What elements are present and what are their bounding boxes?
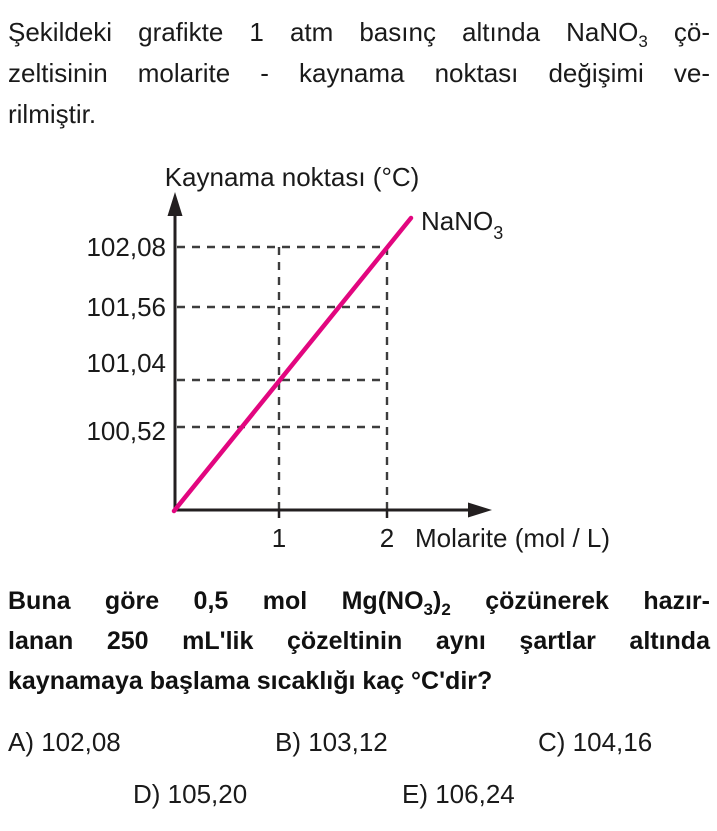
mgno3-subscript-3: 3 bbox=[423, 600, 433, 619]
option-b: B) 103,12 bbox=[275, 727, 388, 757]
option-a: A) 102,08 bbox=[8, 727, 121, 757]
y-tick-label-101-04: 101,04 bbox=[86, 348, 166, 378]
option-e: E) 106,24 bbox=[402, 779, 515, 809]
option-c: C) 104,16 bbox=[538, 727, 653, 757]
nano3-series-line bbox=[174, 218, 411, 511]
mgno3-subscript-2: 2 bbox=[441, 600, 451, 619]
question-line-2: lanan 250 mL'lik çözeltinin aynı şartlar altında bbox=[8, 627, 710, 655]
question-paragraph bbox=[8, 581, 710, 701]
y-tick-label-101-56: 101,56 bbox=[86, 292, 166, 322]
x-tick-label-1: 1 bbox=[271, 523, 287, 553]
intro-line-1-text: Şekildeki grafikte 1 atm basınç altında NaNO bbox=[8, 17, 639, 47]
y-tick-label-100-52: 100,52 bbox=[86, 416, 166, 446]
intro-line-1-tail: çö- bbox=[647, 17, 711, 47]
question-line-1-text: Buna göre 0,5 mol Mg(NO bbox=[8, 587, 424, 615]
x-tick-label-2: 2 bbox=[379, 523, 395, 553]
series-label-main: NaNO bbox=[421, 206, 494, 236]
x-axis-arrow-icon bbox=[468, 503, 492, 518]
option-d: D) 105,20 bbox=[133, 779, 248, 809]
y-tick-label-102-08: 102,08 bbox=[86, 232, 166, 262]
intro-line-2: zeltisinin molarite - kaynama noktası değişimi ve- bbox=[8, 58, 710, 88]
question-line-1 bbox=[8, 581, 710, 621]
nano3-subscript: 3 bbox=[638, 32, 648, 51]
question-line-1-paren: ) bbox=[433, 587, 442, 615]
intro-line-3: rilmiştir. bbox=[8, 99, 97, 129]
x-axis-label: Molarite (mol / L) bbox=[415, 523, 611, 553]
question-line-1-tail: çözünerek hazır- bbox=[450, 587, 710, 615]
chart-title: Kaynama noktası (°C) bbox=[164, 162, 420, 192]
question-line-3: kaynamaya başlama sıcaklığı kaç °C'dir? bbox=[8, 667, 493, 695]
series-label-subscript: 3 bbox=[493, 223, 504, 243]
series-label bbox=[421, 206, 503, 243]
y-axis-arrow-icon bbox=[168, 192, 183, 216]
